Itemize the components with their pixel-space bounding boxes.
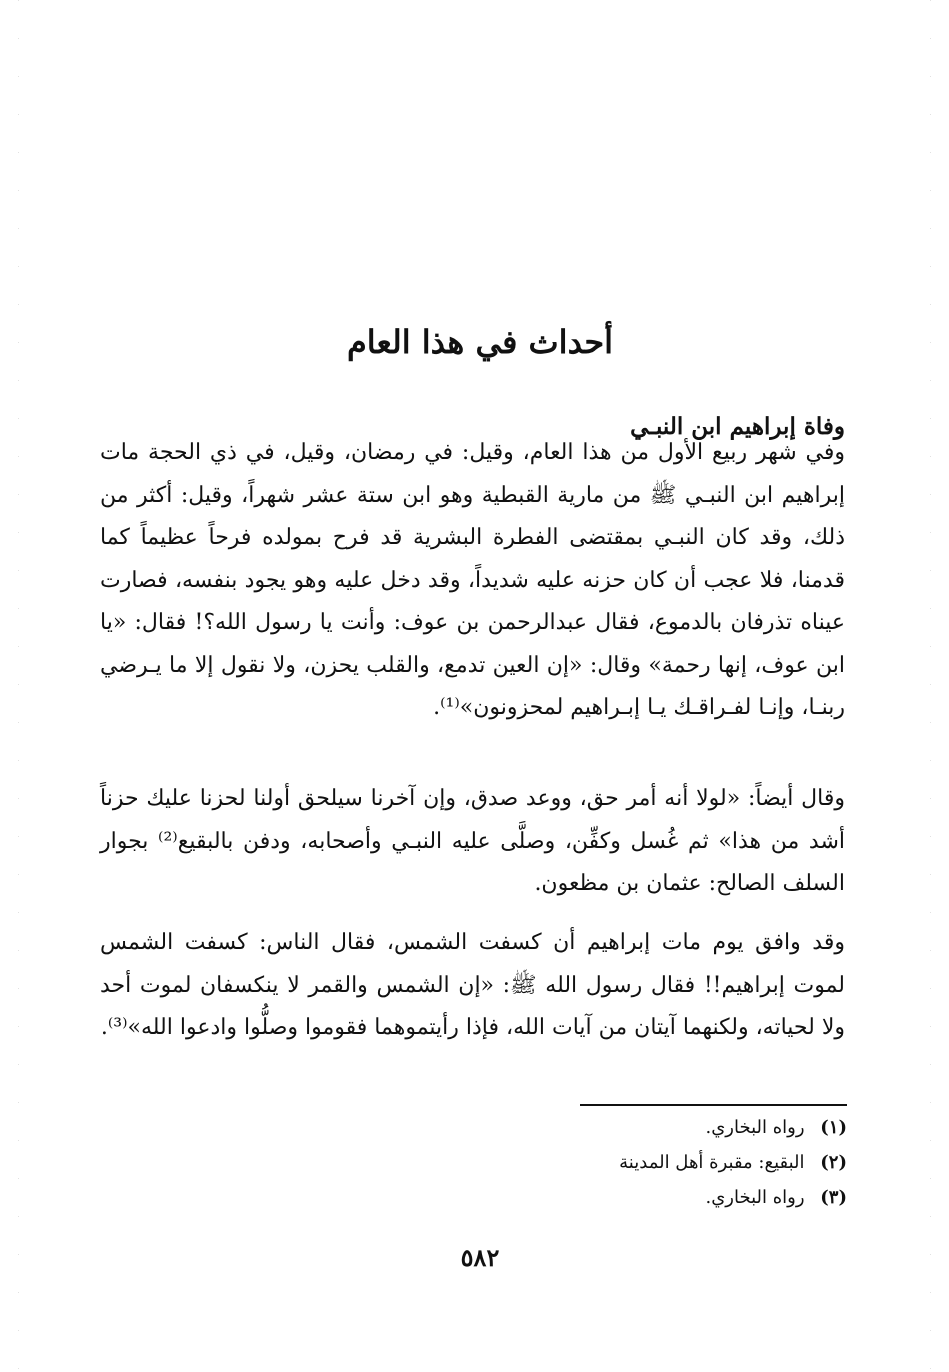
footnote-item <box>480 1180 847 1215</box>
footnote-number: (٢) <box>820 1152 847 1173</box>
paragraph-2: وقال أيضاً: «لولا أنه أمر حق، ووعد صدق، وإن آخرنا سيلحق أولنا لحزنا عليك حزناً أشد من هذا» ثم غُسل وكفِّن، وصلَّى عليه النبـي وأصحابه، ودفن بالبقيع⁽²⁾ بجوار السلف الصالح: عثمان بن مظعون. <box>100 786 845 896</box>
footnote-text: رواه البخاري. <box>705 1117 805 1138</box>
footnote-divider <box>580 1104 847 1106</box>
paragraph-1: وفي شهر ربيع الأول من هذا العام، وقيل: في رمضان، وقيل، في ذي الحجة مات إبراهيم ابن النبـي ﷺ من مارية القبطية وهو ابن ستة عشر شهراً، وقيل: أكثر من ذلك، وقد كان النبـي بمقتضى الفطرة البشرية قد فرح بمولده فرحاً عظيماً كما قدمنا، فلا عجب أن كان حزنه عليه شديداً، وقد دخل عليه وهو يجود بنفسه، فصارت عيناه تذرفان بالدموع، فقال عبدالرحمن بن عوف: وأنت يا رسول الله؟! فقال: «يا ابن عوف، إنها رحمة» وقال: «إن العين تدمع، والقلب يحزن، ولا نقول إلا ما يـرضي ربنـا، وإنـا لفـراقـك يـا إبـراهيم لمحزونون»⁽¹⁾. <box>100 440 845 720</box>
footnotes-list <box>480 1110 847 1215</box>
page-title: أحداث في هذا العام <box>346 323 614 362</box>
scan-edge-left <box>18 0 19 1372</box>
footnote-text: رواه البخاري. <box>705 1187 805 1208</box>
footnote-item <box>480 1110 847 1145</box>
scan-edge-right <box>930 0 931 1372</box>
footnote-number: (١) <box>820 1117 847 1138</box>
section-heading: وفاة إبراهيم ابن النبـي <box>630 413 845 441</box>
footnote-number: (٣) <box>820 1187 847 1208</box>
page-number: ٥٨٢ <box>460 1243 500 1272</box>
footnote-text: البقيع: مقبرة أهل المدينة <box>619 1152 805 1173</box>
footnote-item <box>480 1145 847 1180</box>
paragraph-3: وقد وافق يوم مات إبراهيم أن كسفت الشمس، فقال الناس: كسفت الشمس لموت إبراهيم!! فقال رسول الله ﷺ: «إن الشمس والقمر لا ينكسفان لموت أحد ولا لحياته، ولكنهما آيتان من آيات الله، فإذا رأيتموهما فقوموا وصلُّوا وادعوا الله»⁽³⁾. <box>100 930 845 1040</box>
